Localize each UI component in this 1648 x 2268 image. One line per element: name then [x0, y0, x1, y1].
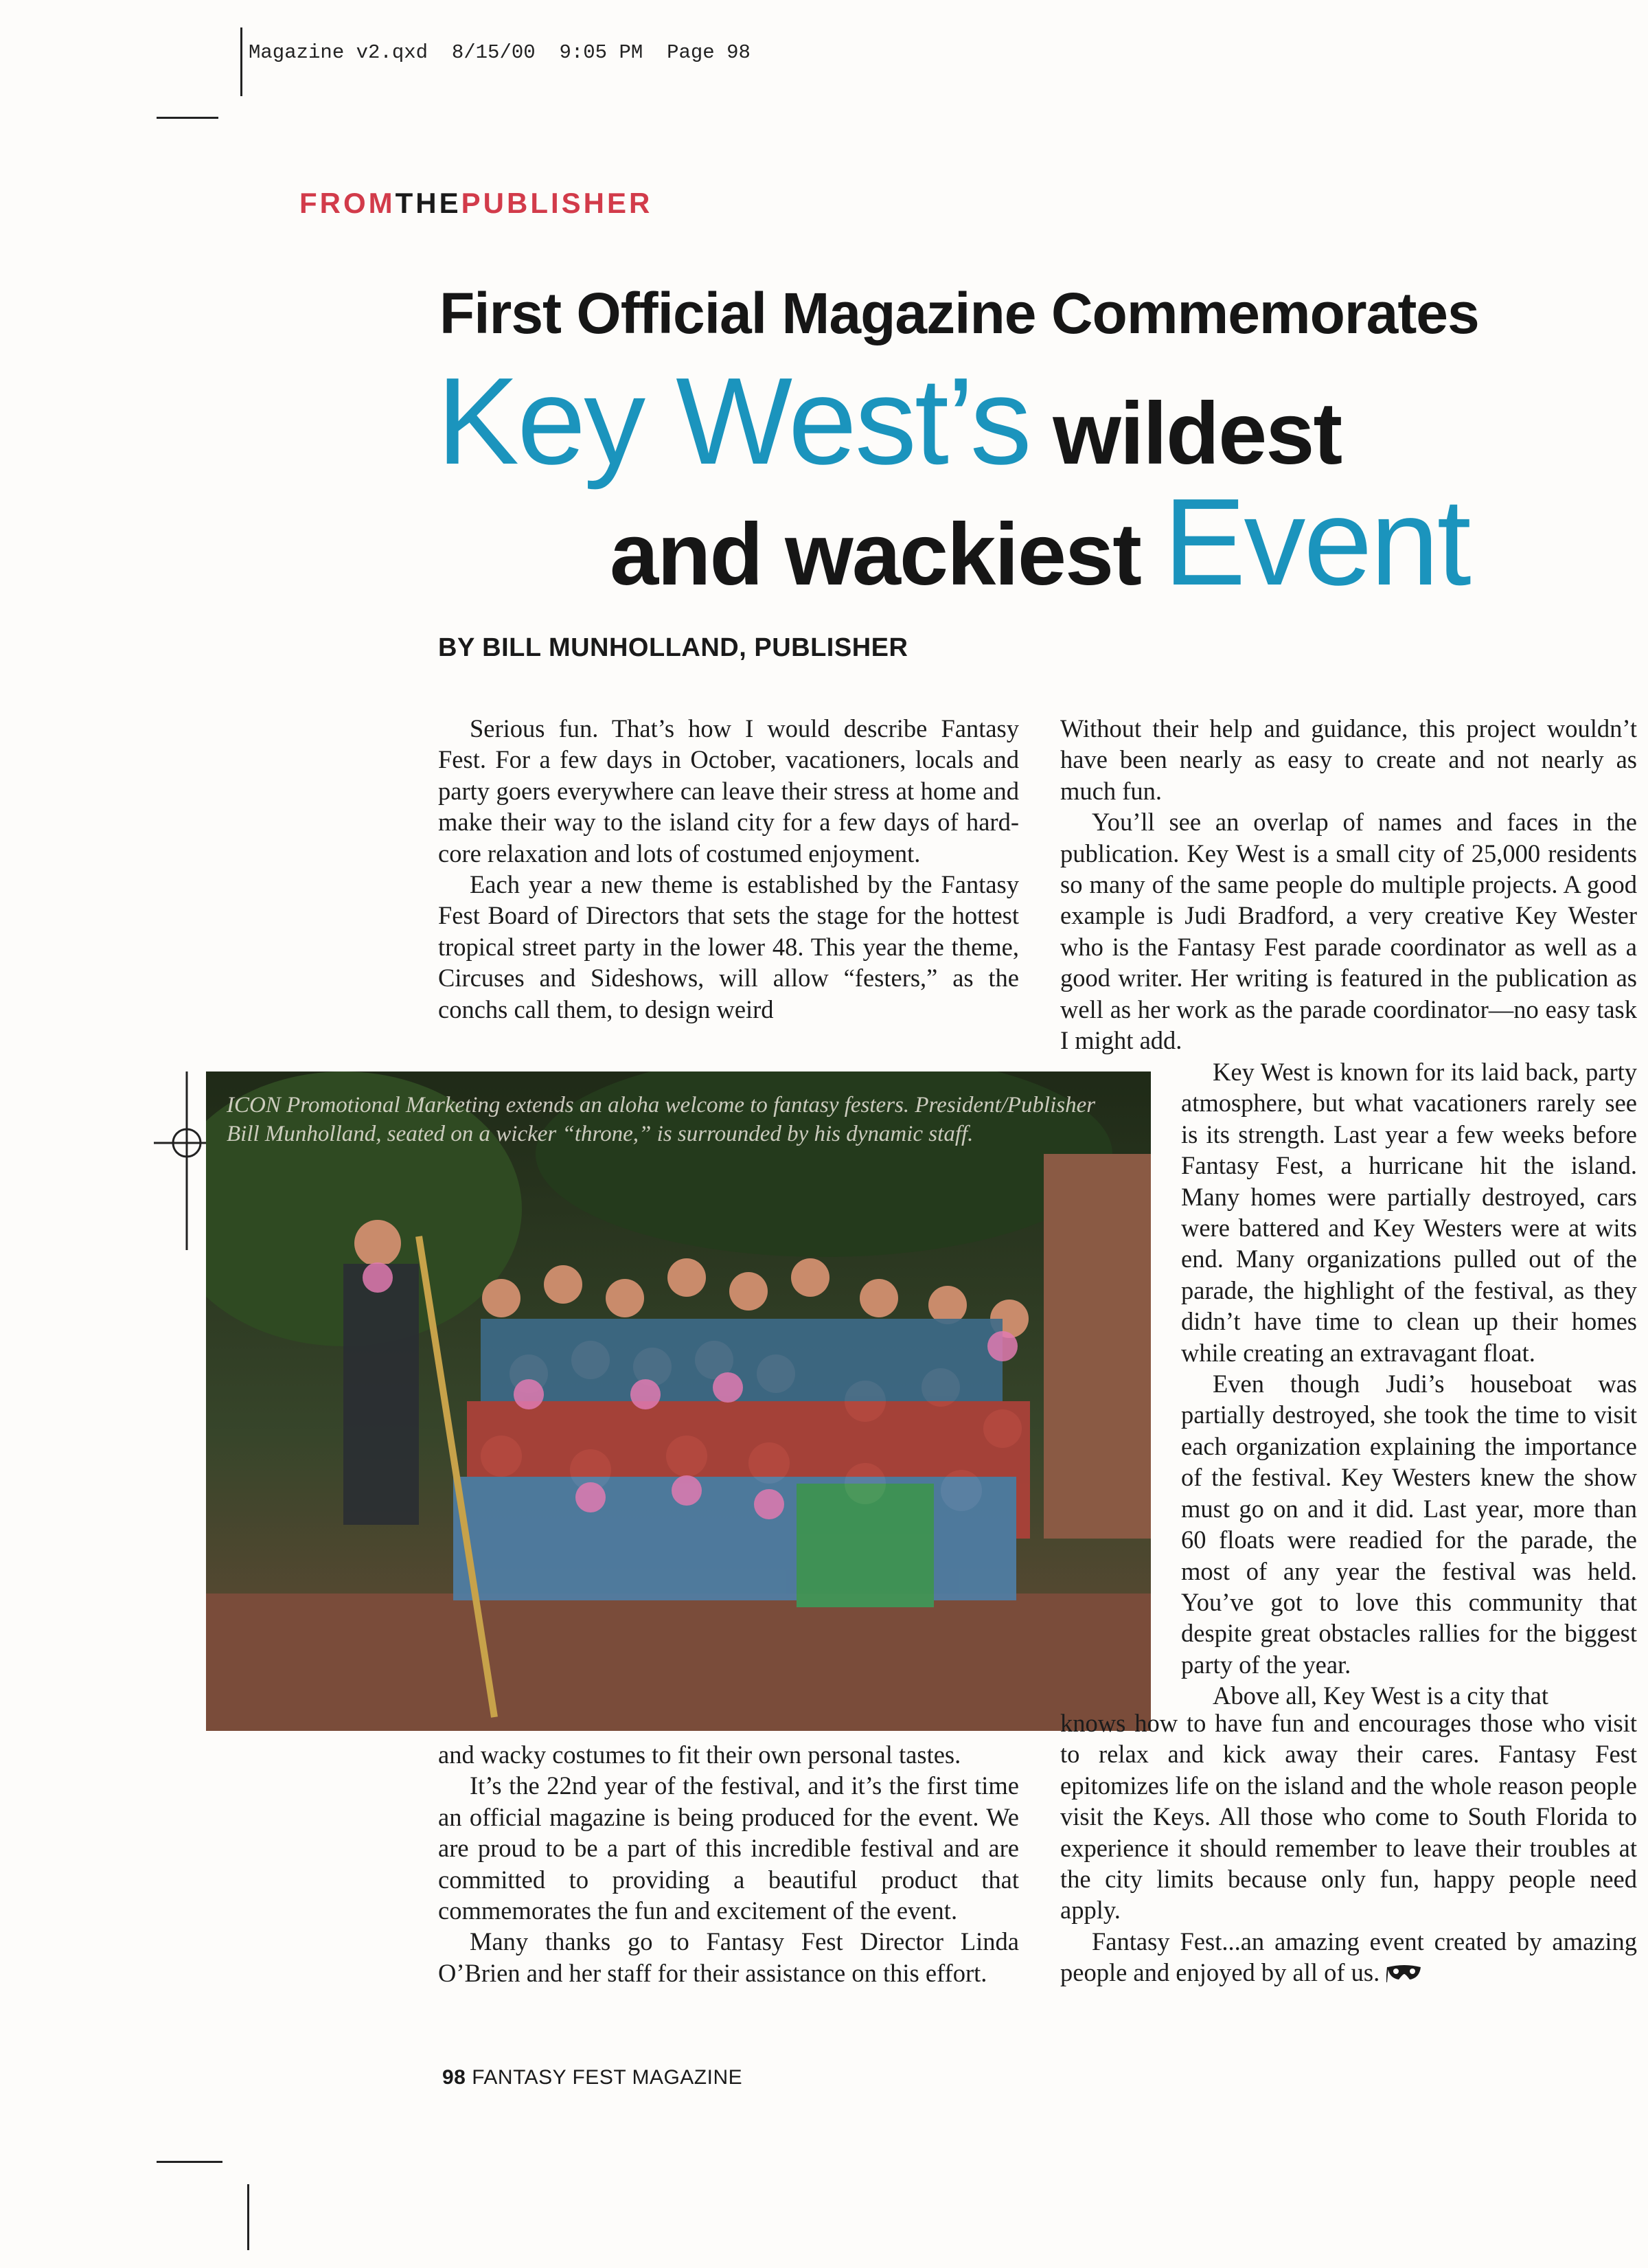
paragraph: Without their help and guidance, this project wouldn’t have been nearly as easy to create and not nearly as much fun. [1060, 714, 1637, 805]
kicker-the: THE [395, 187, 461, 219]
crop-mark-bottom-left-vertical [247, 2184, 249, 2250]
headline-key-west: Key West’s [437, 352, 1030, 490]
paragraph-closing [1060, 1926, 1637, 1988]
paragraph: You’ll see an overlap of names and faces in the publication. Key West is a small city of 25,000 residents so many of the same people do multiple projects. A good example is Judi Bradford, a very creative Key Wester who is the Fantasy Fest parade coordinator as well as a good writer. Her writing is featured in the publication as well as her work as the parade coordinator—no easy task I might add. [1060, 808, 1637, 1055]
paragraph: Each year a new theme is established by the Fantasy Fest Board of Directors that sets the stage for the hottest tropical street party in the lower 48. This year the theme, Circuses and Sideshows, will allow “festers,” as the conchs call them, to design weird [438, 870, 1019, 1023]
crop-mark-top-left-horizontal [157, 117, 218, 119]
paragraph: Even though Judi’s houseboat was partially destroyed, she took the time to visit each organization explaining the importance of the festival. Key Westers knew the show must go on and it did. Last year, more than 60 floats were readied for the parade, the most of any year the festival was held. You’ve got to love this community that despite great obstacles rallies for the biggest party of the year. [1181, 1370, 1637, 1679]
paragraph: Key West is known for its laid back, party atmosphere, but what vacationers rarely see is its strength. Last year a few weeks before Fantasy Fest, a hurricane hit the island. Many homes were partially destroyed, cars were battered and Key Westers were at wits end. Many organizations pulled out of the parade, the highlight of the festival, as they didn’t have time to clean up their homes while creating an extravagant float. [1181, 1058, 1637, 1367]
body-column-left-top [438, 713, 1019, 1025]
photo-caption: ICON Promotional Marketing extends an aloha welcome to fantasy festers. President/Publisher Bill Munholland, seated on a wicker “throne,” is surrounded by his dynamic staff. [227, 1093, 1096, 1146]
paragraph: knows how to have fun and encourages those who visit to relax and kick away their cares. Fantasy Fest epitomizes life on the island and the whole reason people visit the Keys. All those who come to South Florida to experience it should remember to leave their troubles at the city limits because only fun, happy people need apply. [1060, 1709, 1637, 1925]
body-column-left-bottom [438, 1739, 1019, 1988]
headline-line-2 [437, 352, 1342, 490]
headline-line-1: First Official Magazine Commemorates [439, 281, 1479, 345]
crop-mark-bottom-left-horizontal [157, 2161, 222, 2163]
paragraph: Serious fun. That’s how I would describe Fantasy Fest. For a few days in October, vacationers, locals and party goers everywhere can leave their stress at home and make their way to the island city for a few days of hard-core relaxation and lots of costumed enjoyment. [438, 714, 1019, 867]
publication-name: FANTASY FEST MAGAZINE [472, 2066, 743, 2089]
byline: BY BILL MUNHOLLAND, PUBLISHER [438, 633, 908, 662]
paragraph: Many thanks go to Fantasy Fest Director Linda O’Brien and her staff for their assistance on this effort. [438, 1927, 1019, 1987]
headline-line-3 [610, 473, 1469, 611]
body-column-right-middle [1181, 1056, 1637, 1712]
closing-text: Fantasy Fest...an amazing event created by amazing people and enjoyed by all of us. [1060, 1927, 1637, 1987]
body-column-right-top [1060, 713, 1637, 1056]
body-column-right-bottom [1060, 1708, 1637, 1988]
crop-mark-top-left-vertical [240, 27, 242, 96]
paragraph: and wacky costumes to fit their own personal tastes. [438, 1740, 961, 1769]
headline-event: Event [1163, 473, 1469, 611]
mask-icon [1386, 1963, 1422, 1984]
kicker-publisher: PUBLISHER [461, 187, 653, 219]
paragraph: Above all, Key West is a city that [1213, 1681, 1549, 1710]
print-slug: Magazine v2.qxd 8/15/00 9:05 PM Page 98 [249, 41, 751, 64]
section-kicker [299, 187, 652, 220]
page-footer [442, 2066, 742, 2089]
headline-and-wackiest: and wackiest [610, 506, 1164, 604]
staff-photo [206, 1071, 1151, 1731]
paragraph: It’s the 22nd year of the festival, and it’s the first time an official magazine is being produced for the event. We are proud to be a part of this incredible festival and are committed to providing a beautiful product that commemorates the fun and excitement of the event. [438, 1771, 1019, 1925]
page-number: 98 [442, 2066, 466, 2089]
headline-wildest: wildest [1029, 385, 1342, 483]
kicker-from: FROM [299, 187, 396, 219]
